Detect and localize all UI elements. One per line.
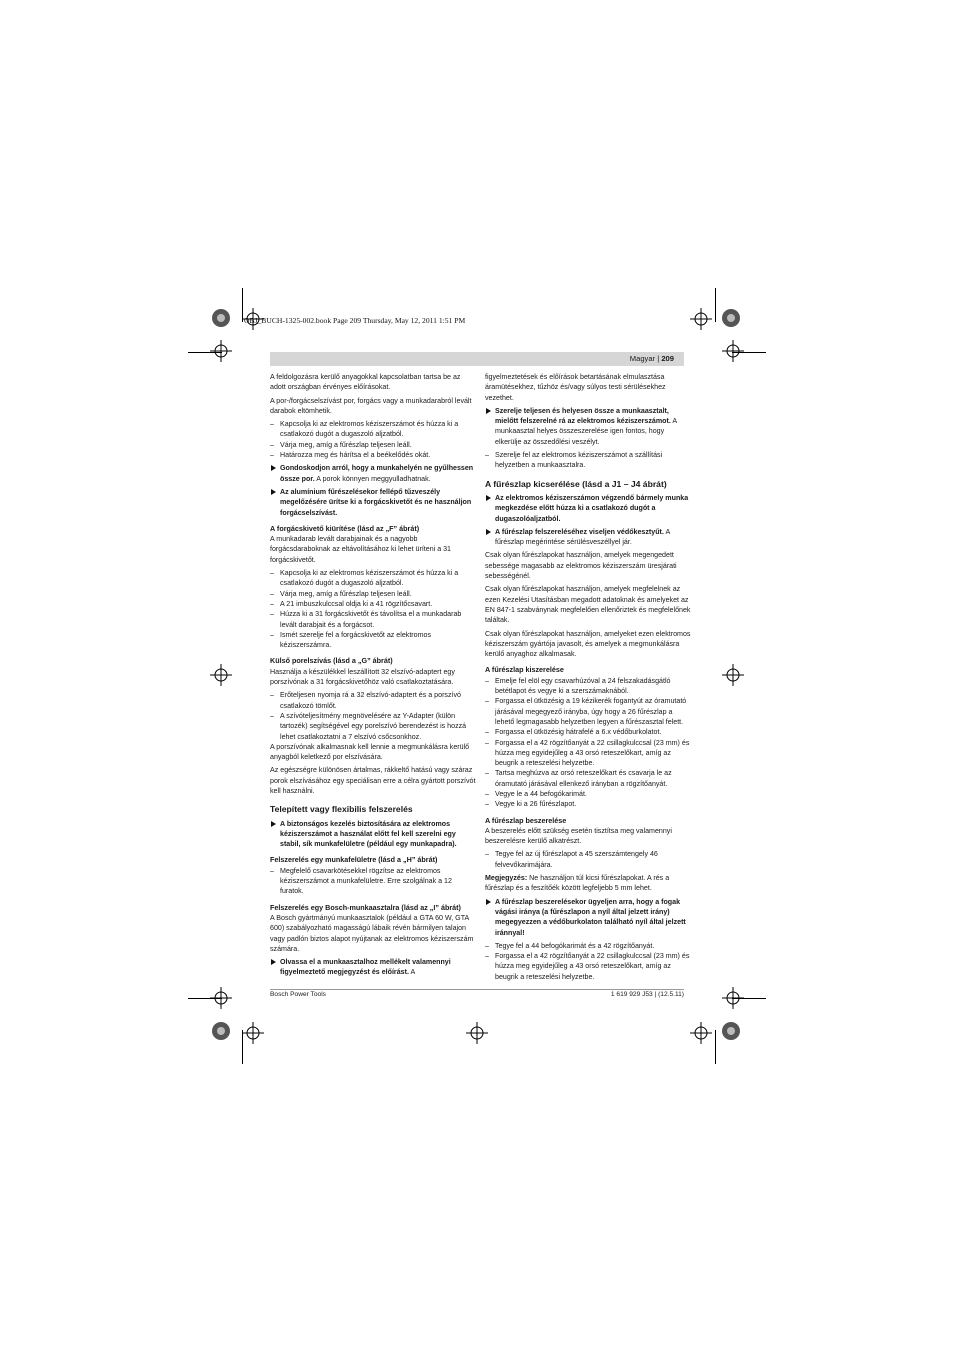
registration-mark-icon <box>720 307 742 329</box>
list-item: – A szívóteljesítmény megnövelésére az Y-Adapter (külön tartozék) segítségével egy porelszívó berendezést is hozzá lehet csatlakoztatni a 7 elszívó csőcsonkhoz. <box>270 711 476 742</box>
registration-mark-icon <box>210 307 232 329</box>
header-language: Magyar <box>629 354 656 363</box>
warning-plain-text: A munkaasztal helyes összeszerelése igen fontos, hogy elkerülje az összedőlési veszélyt. <box>495 417 677 446</box>
paragraph: A Bosch gyártmányú munkaasztalok (például a GTA 60 W, GTA 600) szabályozható magasságú lábaik révén bármilyen talajon vagy padlón biztos alapot nyújtanak az elektromos kéziszerszám számára. <box>270 913 474 953</box>
paragraph: Csak olyan fűrészlapokat használjon, amelyeket ezen elektromos kéziszerszám gyártója javasolt, és amelyek a megmunkálásra kerülő anyaghoz alkalmasak. <box>485 629 691 659</box>
warning-bold-text: Olvassa el a munkaasztalhoz mellékelt valamennyi figyelmeztető megjegyzést és előírást. <box>280 958 451 977</box>
warning-bold-text: Szerelje teljesen és helyesen össze a munkaasztalt, mielőtt felszerelné rá az elektromos kéziszerszámot. <box>495 406 671 426</box>
list-item: – Várja meg, amíg a fűrészlap teljesen leáll. <box>270 589 476 599</box>
crosshair-icon <box>210 987 232 1009</box>
warning-item <box>485 493 691 524</box>
crosshair-icon <box>466 1022 488 1044</box>
list-item: – Forgassa el a 42 rögzítőanyát a 22 csillagkulccsal (23 mm) és húzza meg egyidejűleg a 43 orsó reteszelőkart, amíg az beugrik a reteszelési helyzetbe. <box>485 951 691 982</box>
section-heading: A fűrészlap beszerelése <box>485 815 567 825</box>
list-item: – Emelje fel elöl egy csavarhúzóval a 24 felszakadásgátló betétlapot és vegye ki a szerszámaknából. <box>485 676 691 697</box>
header-label <box>630 354 674 363</box>
footer-rule <box>270 989 684 990</box>
warning-item <box>485 897 691 938</box>
warning-bold-text: A fűrészlap beszerelésekor ügyeljen arra, hogy a fogak vágási iránya (a fűrészlapon a nyíl által jelzett irány) megegyezzen a védőburkolaton található nyíl által jelzett iránnyal! <box>495 897 686 937</box>
right-column <box>485 372 691 982</box>
paragraph: A munkadarab levált darabjainak és a nagyobb forgácsdaraboknak az eltávolításához ki lehet üríteni a 31 forgácskivetőt. <box>270 535 452 564</box>
footer-left: Bosch Power Tools <box>270 991 326 998</box>
left-column <box>270 372 476 981</box>
registration-mark-icon <box>720 1020 742 1042</box>
warning-plain-text: A porok könnyen meggyulladhatnak. <box>314 474 431 483</box>
list-item: – Forgassa el a 42 rögzítőanyát a 22 csillagkulccsal (23 mm) és húzza meg egyidejűleg a 43 orsó reteszelőkart, amíg az beugrik a reteszelési helyzetbe. <box>485 738 691 769</box>
crosshair-icon <box>690 1022 712 1044</box>
list-item: – Tegye fel a 44 befogókarimát és a 42 rögzítőanyát. <box>485 941 691 951</box>
warning-item <box>270 819 476 850</box>
footer-right: 1 619 929 J53 | (12.5.11) <box>610 991 684 998</box>
crosshair-icon <box>722 987 744 1009</box>
warning-item <box>485 406 691 447</box>
registration-mark-icon <box>210 1020 232 1042</box>
crosshair-icon <box>210 340 232 362</box>
warning-plain-text: A fűrészlap megérintése sérülésveszéllyel jár. <box>495 527 670 547</box>
list-item: – Vegye le a 44 befogókarimát. <box>485 789 691 799</box>
list-item: – Tegye fel az új fűrészlapot a 45 szerszámtengely 46 felvevőkarimájára. <box>485 849 691 870</box>
paragraph: A feldolgozásra kerülő anyagokkal kapcsolatban tartsa be az adott országban érvényes előírásokat. <box>270 373 461 392</box>
crop-mark <box>715 1030 716 1064</box>
warning-item <box>270 957 476 978</box>
note-paragraph <box>485 873 691 894</box>
crosshair-icon <box>722 340 744 362</box>
list-item: – Szerelje fel az elektromos kéziszerszámot a szállítási helyzetben a munkaasztalra. <box>485 450 691 471</box>
list-item: – A 21 imbuszkulccsal oldja ki a 41 rögzítőcsavart. <box>270 599 476 609</box>
section-heading: A fűrészlap kicserélése (lásd a J1 – J4 ábrát) <box>485 478 667 489</box>
crosshair-icon <box>210 664 232 686</box>
file-info-line: OBJ_BUCH-1325-002.book Page 209 Thursday, May 12, 2011 1:51 PM <box>244 316 466 325</box>
list-item: – Forgassa el ütközésig a 19 kézikerék fogantyút az óramutató járásával megegyező irányba, úgy hogy a 26 fűrészlap a lehető legmagasabb helyzetben legyen a fűrészasztal felett. <box>485 696 691 727</box>
page-number: 209 <box>661 354 674 363</box>
warning-bold-text: A biztonságos kezelés biztosítására az elektromos kéziszerszámot a használat előtt fel kell szerelni egy stabil, sík munkafelületre (például egy munkapadra). <box>280 819 457 849</box>
section-heading: A forgácskivető kiürítése (lásd az „F” ábrát) <box>270 523 420 533</box>
list-item: – Ismét szerelje fel a forgácskivetőt az elektromos kéziszerszámra. <box>270 630 476 651</box>
warning-item <box>485 527 691 548</box>
list-item: – Vegye ki a 26 fűrészlapot. <box>485 799 691 809</box>
warning-item <box>270 463 476 484</box>
list-item: – Megfelelő csavarkötésekkel rögzítse az elektromos kéziszerszámot a munkafelületre. Erre szolgálnak a 12 furatok. <box>270 866 476 897</box>
list-item: – Várja meg, amíg a fűrészlap teljesen leáll. <box>270 440 476 450</box>
warning-bold-text: A fűrészlap felszereléséhez viseljen védőkesztyűt. <box>495 527 664 536</box>
crosshair-icon <box>722 664 744 686</box>
section-heading: Külső porelszívás (lásd a „G” ábrát) <box>270 656 393 666</box>
warning-bold-text: Megjegyzés: <box>485 874 528 883</box>
paragraph: Csak olyan fűrészlapokat használjon, amelyek megengedett sebessége magasabb az elektromos kéziszerszám üresjárati sebességénél. <box>485 551 677 581</box>
list-item: – Húzza ki a 31 forgácskivetőt és távolítsa el a munkadarab levált darabjait és a forgácsot. <box>270 609 476 630</box>
warning-plain-text: Ne használjon túl kicsi fűrészlapokat. A rés a fűrészlap és a feszítőék között legfeljebb 5 mm lehet. <box>485 874 670 893</box>
section-heading: Felszerelés egy Bosch-munkaasztalra (lásd az „I” ábrát) <box>270 902 461 912</box>
paragraph: figyelmeztetések és előírások betartásának elmulasztása áramütésekhez, tűzhöz és/vagy súlyos testi sérülésekhez vezethet. <box>485 373 666 402</box>
list-item: – Kapcsolja ki az elektromos kéziszerszámot és húzza ki a csatlakozó dugót a dugaszoló aljzatból. <box>270 568 476 589</box>
warning-bold-text: Az elektromos kéziszerszámon végzendő bármely munka megkezdése előtt húzza ki a csatlakozó dugót a dugaszolóaljzatból. <box>495 493 689 523</box>
crosshair-icon <box>690 308 712 330</box>
paragraph: Használja a készülékkel leszállított 32 elszívó-adaptert egy porszívónak a 31 forgácskivetőhöz való csatlakoztatására. <box>270 667 455 687</box>
section-heading: A fűrészlap kiszerelése <box>485 665 564 675</box>
paragraph: A porszívónak alkalmasnak kell lennie a megmunkálásra kerülő anyagból keletkező por elszívására. <box>270 742 470 762</box>
list-item: – Forgassa el ütközésig hátrafelé a 6.x védőburkolatot. <box>485 727 691 737</box>
page-header <box>270 352 684 366</box>
section-heading: Felszerelés egy munkafelületre (lásd a „H” ábrát) <box>270 855 438 865</box>
paragraph: Az egészségre különösen ártalmas, rákkeltő hatású vagy száraz porok elszívásához egy speciálisan erre a célra gyártott porszívót kell használni. <box>270 766 476 795</box>
crop-mark <box>715 288 716 322</box>
list-item: – Tartsa meghúzva az orsó reteszelőkart és csavarja le az óramutató járásával ellenkező irányban a rögzítőanyát. <box>485 768 691 789</box>
list-item: – Erőteljesen nyomja rá a 32 elszívó-adaptert és a porszívó csatlakozó tömlőt. <box>270 690 476 711</box>
crosshair-icon <box>242 1022 264 1044</box>
list-item: – Határozza meg és hárítsa el a beékelődés okát. <box>270 450 476 460</box>
warning-bold-text: Gondoskodjon arról, hogy a munkahelyén ne gyűlhessen össze por. <box>280 464 474 483</box>
warning-bold-text: Az alumínium fűrészelésekor fellépő tűzveszély megelőzésére ürítse ki a forgácskivetőt és ne használjon forgácselszívást. <box>280 487 472 517</box>
header-separator: | <box>657 354 660 363</box>
paragraph: A beszerelés előtt szükség esetén tisztítsa meg valamennyi beszerelésre kerülő alkatrészt. <box>485 826 672 846</box>
section-heading: Telepített vagy flexibilis felszerelés <box>270 804 413 815</box>
paragraph: A por-/forgácselszívást por, forgács vagy a munkadarabról levált darabok eltömhetik. <box>270 396 472 415</box>
warning-plain-text: A <box>408 968 416 977</box>
list-item: – Kapcsolja ki az elektromos kéziszerszámot és húzza ki a csatlakozó dugót a dugaszoló aljzatból. <box>270 419 476 440</box>
paragraph: Csak olyan fűrészlapokat használjon, amelyek megfelelnek az ezen Kezelési Utasításban megadott adatoknak és amelyeket az EN 847-1 szabványnak megfelelően ellenőriztek és megfelelőnek találtak. <box>485 585 691 625</box>
warning-item <box>270 487 476 518</box>
